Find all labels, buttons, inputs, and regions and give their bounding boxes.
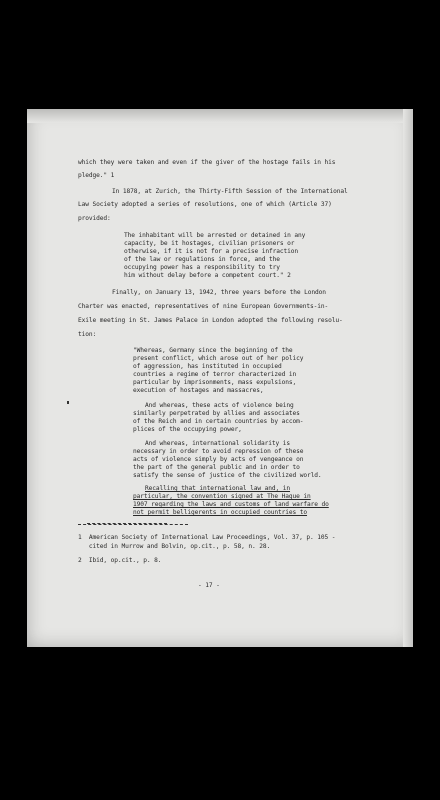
resolution-line: plices of the occupying power, [133, 426, 242, 433]
quote-line: The inhabitant will be arrested or detained in any [124, 232, 306, 239]
text-line: Law Society adopted a series of resolutions, one of which (Article 37) [78, 201, 332, 208]
text-line: Exile meeting in St. James Palace in London adopted the following resolu- [78, 317, 343, 324]
resolution-line: execution of hostages and massacres, [133, 387, 264, 394]
resolution-line: not permit belligerents in occupied countries to [133, 509, 308, 516]
resolution-line: particular, the convention signed at The Hague in [133, 493, 311, 500]
footnote-separator [78, 524, 188, 525]
quote-line: him without delay before a competent court." 2 [124, 272, 291, 279]
resolution-line: Recalling that international law and, in [145, 485, 291, 492]
text-line: Charter was enacted, representatives of nine European Governments-in- [78, 303, 329, 310]
quote-line: capacity, be it hostages, civilian prisoners or [124, 240, 295, 247]
margin-mark [67, 401, 69, 404]
resolution-line: the part of the general public and in order to [133, 464, 300, 471]
text-line: pledge." 1 [78, 172, 115, 179]
resolution-line: countries a regime of terror characterized in [133, 371, 297, 378]
resolution-line: particular by imprisonments, mass expulsions, [133, 379, 297, 386]
quote-line: otherwise, if it is not for a precise infraction [124, 248, 299, 255]
footnote: cited in Murrow and Bolvin, op.cit., p. 58, n. 28. [78, 543, 271, 550]
resolution-line: "Whereas, Germany since the beginning of the [133, 347, 293, 354]
text-line: tion: [78, 331, 97, 338]
resolution-line: similarly perpetrated by allies and associates [133, 410, 300, 417]
page-number: - 17 - [198, 582, 220, 589]
resolution-line: acts of violence simply by acts of vengeance on [133, 456, 304, 463]
resolution-line: of the Reich and in certain countries by accom- [133, 418, 304, 425]
resolution-line: necessary in order to avoid repression of these [133, 448, 304, 455]
footnote: 2 Ibid, op.cit., p. 8. [78, 557, 162, 564]
resolution-line: And whereas, international solidarity is [145, 440, 291, 447]
text-line: In 1878, at Zurich, the Thirty-Fifth Session of the International [112, 188, 348, 195]
quote-line: occupying power has a responsibility to try [124, 264, 280, 271]
resolution-line: satisfy the sense of justice of the civilized world. [133, 472, 322, 479]
footnote: 1 American Society of International Law Proceedings, Vol. 37, p. 105 - [78, 534, 336, 541]
text-line: provided: [78, 215, 111, 222]
text-line: Finally, on January 13, 1942, three years before the London [112, 289, 326, 296]
resolution-line: And whereas, these acts of violence being [145, 402, 294, 409]
quote-line: of the law or regulations in force, and the [124, 256, 280, 263]
resolution-line: present conflict, which arose out of her policy [133, 355, 304, 362]
text-line: which they were taken and even if the giver of the hostage fails in his [78, 159, 336, 166]
resolution-line: of aggression, has instituted in occupied [133, 363, 282, 370]
resolution-line: 1907 regarding the laws and customs of land warfare do [133, 501, 329, 508]
